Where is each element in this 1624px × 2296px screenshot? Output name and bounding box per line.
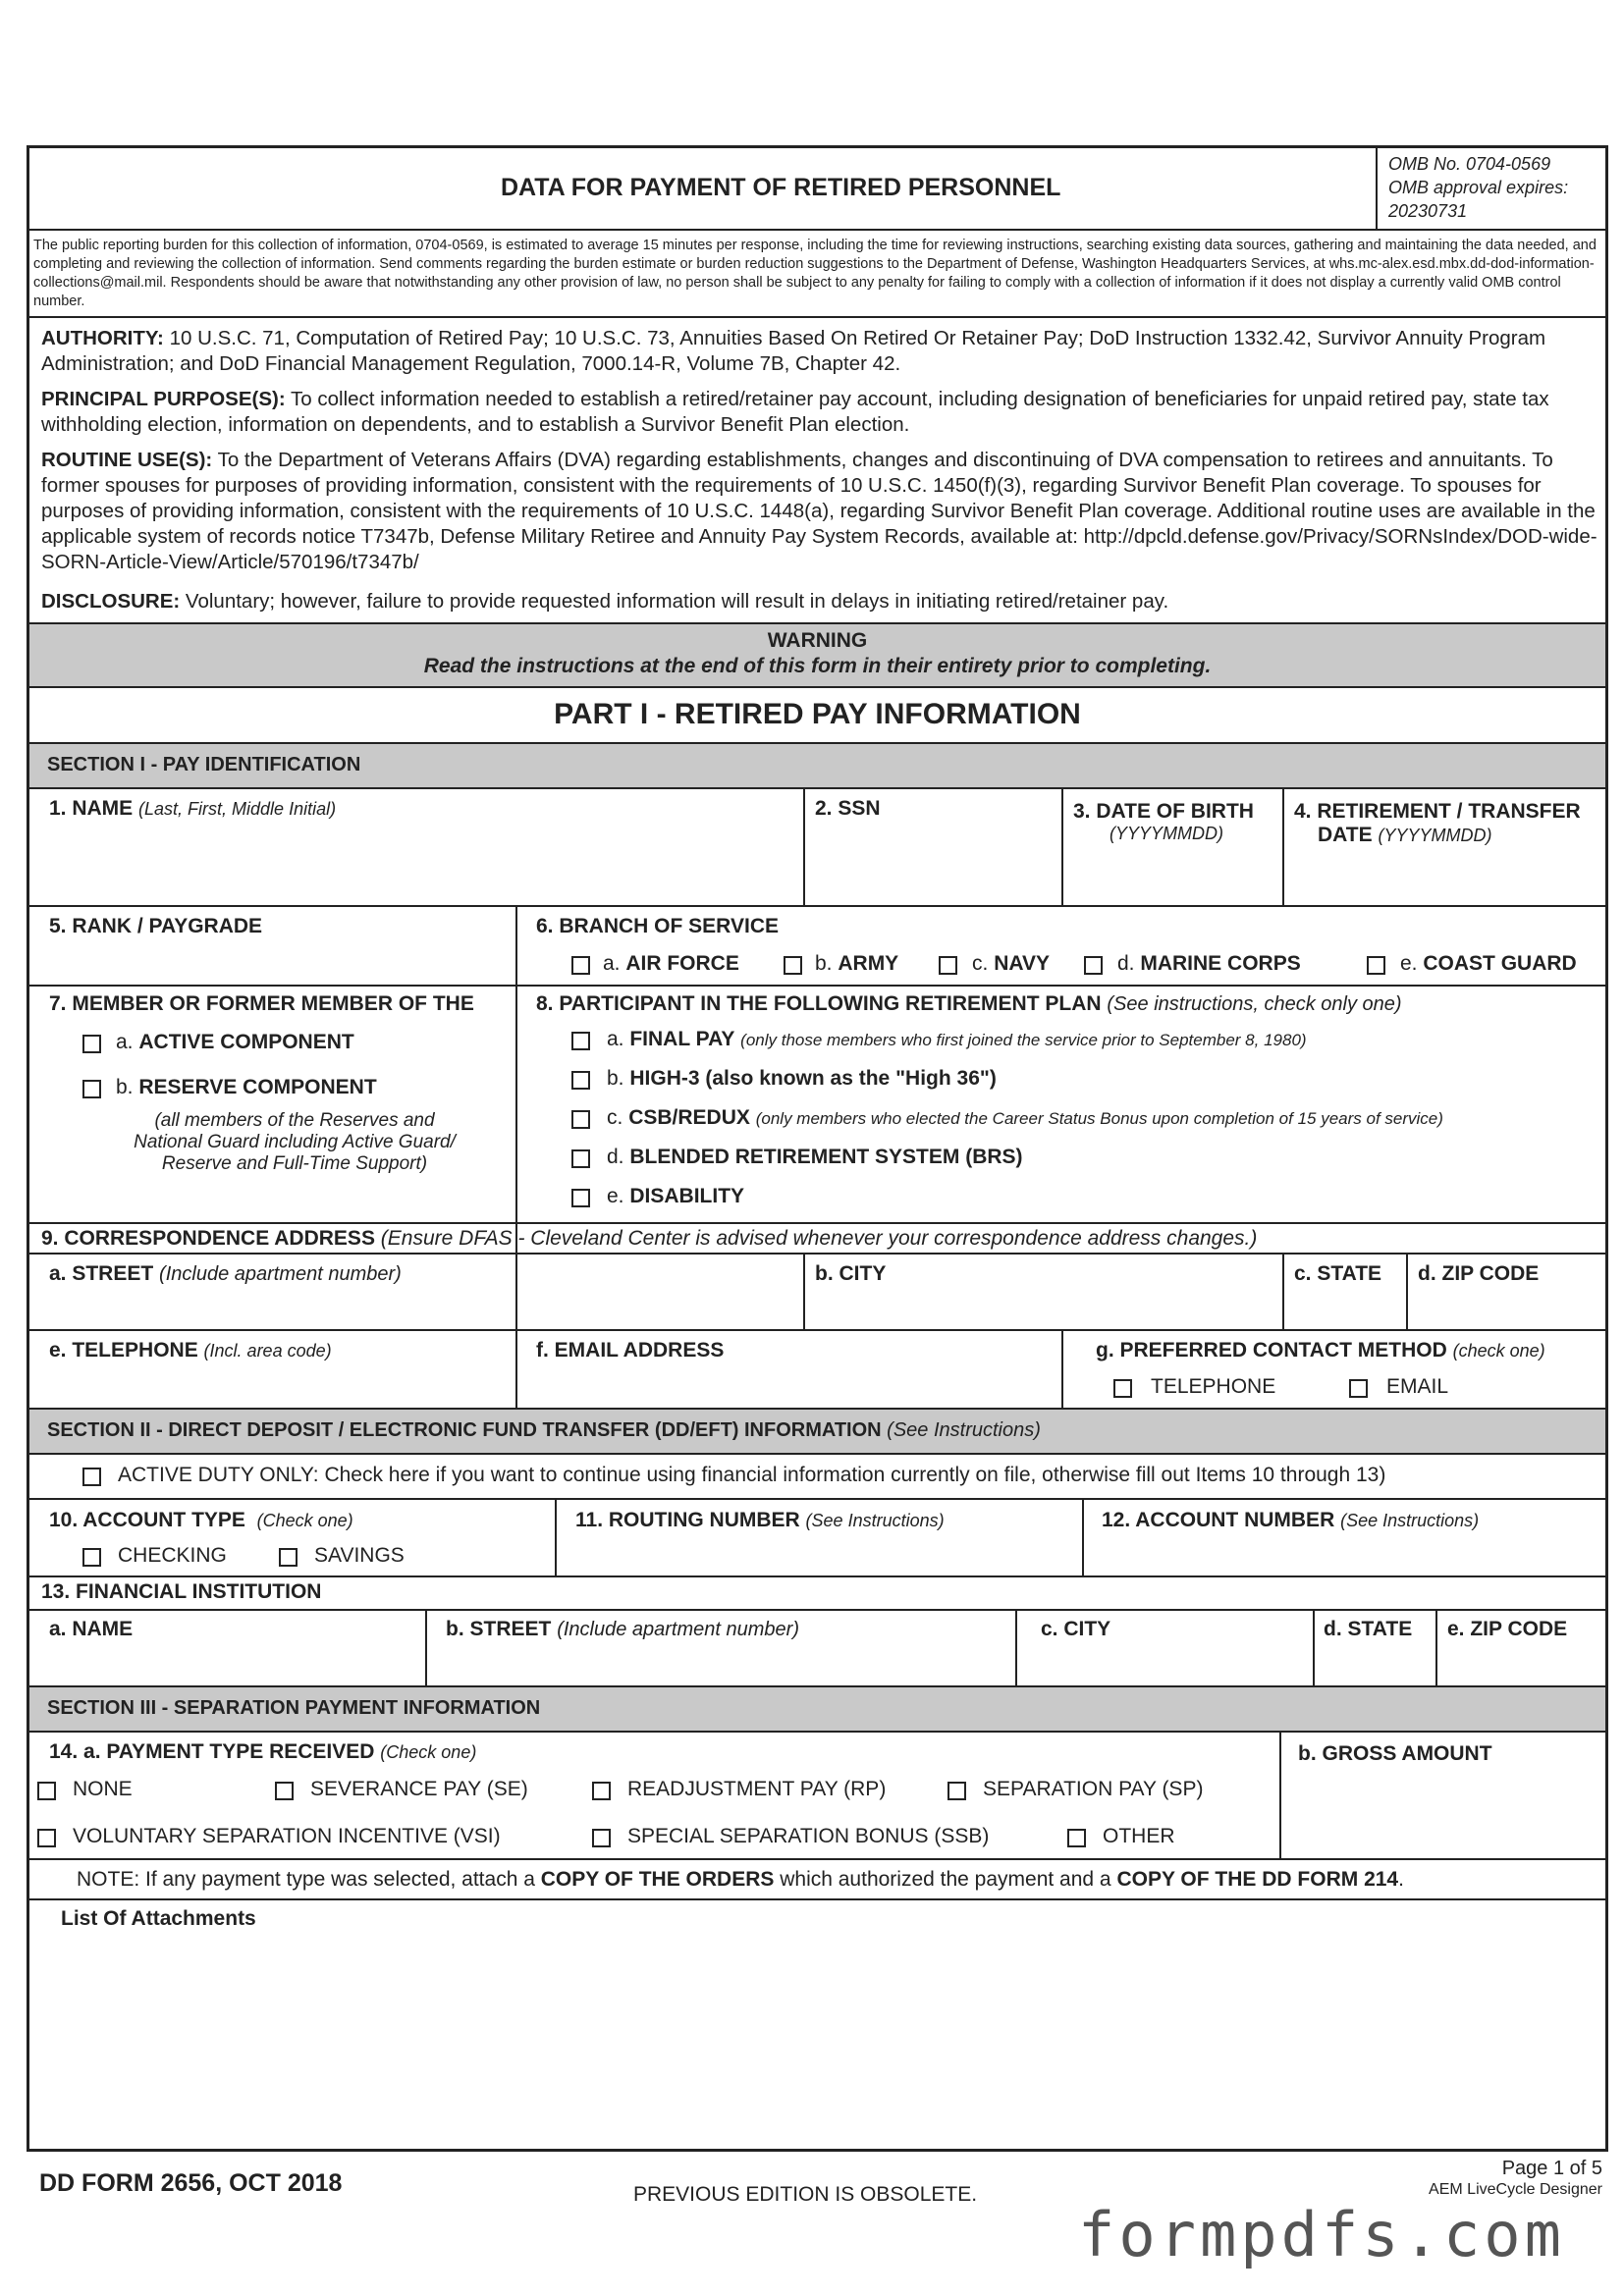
ssn-label: 2. SSN [815,797,881,820]
part1-title: PART I - RETIRED PAY INFORMATION [554,698,1081,730]
warning-title: WARNING [767,629,868,652]
plan-disability-label: e. DISABILITY [607,1185,745,1207]
retirement-date-label: 4. RETIREMENT / TRANSFER DATE (YYYYMMDD) [1294,800,1581,846]
branch-coast-guard-label: e. COAST GUARD [1400,952,1577,975]
member-label: 7. MEMBER OR FORMER MEMBER OF THE [49,992,474,1015]
gross-amount-label: b. GROSS AMOUNT [1298,1742,1492,1765]
plan-csb-redux-checkbox[interactable] [571,1110,590,1129]
branch-navy-checkbox[interactable] [939,956,957,975]
branch-label: 6. BRANCH OF SERVICE [536,915,779,937]
plan-final-pay-label: a. FINAL PAY (only those members who first joined the service prior to September 8, 1980) [607,1028,1307,1050]
pay-none-label: NONE [73,1778,133,1800]
branch-army-checkbox[interactable] [784,956,802,975]
designer-credit: AEM LiveCycle Designer [1429,2181,1602,2198]
pay-none-checkbox[interactable] [37,1782,56,1800]
city-label: b. CITY [815,1262,887,1285]
payment-type-label: 14. a. PAYMENT TYPE RECEIVED (Check one) [49,1740,477,1763]
street-label: a. STREET (Include apartment number) [49,1262,402,1285]
active-duty-text: ACTIVE DUTY ONLY: Check here if you want to continue using financial information currently on file, otherwise fill out Items 10 through 13) [118,1464,1386,1486]
purpose-paragraph: PRINCIPAL PURPOSE(S): To collect information needed to establish a retired/retainer pay account, including designation of beneficiaries for unpaid retired pay, state tax withholding election, information on dependents, and to establish a Survivor Benefit Plan election. [41,388,1549,436]
obsolete-notice: PREVIOUS EDITION IS OBSOLETE. [633,2183,978,2206]
name-label: 1. NAME (Last, First, Middle Initial) [49,797,337,820]
account-type-label: 10. ACCOUNT TYPE (Check one) [49,1509,353,1531]
plan-disability-checkbox[interactable] [571,1189,590,1207]
zip-label: d. ZIP CODE [1418,1262,1540,1285]
contact-telephone-checkbox[interactable] [1113,1379,1132,1398]
branch-marine-corps-checkbox[interactable] [1084,956,1103,975]
contact-method-label: g. PREFERRED CONTACT METHOD (check one) [1096,1339,1545,1362]
checking-label: CHECKING [118,1544,227,1567]
account-number-label: 12. ACCOUNT NUMBER (See Instructions) [1102,1509,1480,1531]
pay-readjustment-checkbox[interactable] [592,1782,611,1800]
financial-institution-label: 13. FINANCIAL INSTITUTION [41,1580,322,1603]
branch-coast-guard-checkbox[interactable] [1367,956,1385,975]
plan-final-pay-checkbox[interactable] [571,1032,590,1050]
savings-checkbox[interactable] [279,1548,298,1567]
fin-city-label: c. CITY [1041,1618,1111,1640]
pay-readjustment-label: READJUSTMENT PAY (RP) [627,1778,887,1800]
pay-other-checkbox[interactable] [1067,1829,1086,1847]
email-label: f. EMAIL ADDRESS [536,1339,725,1362]
routine-use-paragraph: ROUTINE USE(S): To the Department of Veterans Affairs (DVA) regarding establishments, changes and discontinuing of DVA compensation to retirees and annuitants. To former spouses for purposes of providing information, consistent with the requirements of 10 U.S.C. 1450(f)(3), regarding Survivor Benefit Plan coverage. To spouses for purposes of providing information, consistent with the requirements of 10 U.S.C. 1448(a), regarding Survivor Benefit Plan coverage. Additional routine uses are available in the applicable system of records notice T7347b, Defense Military Retiree and Annuity Pay System Records, available at: http://dpcld.defense.gov/Privacy/SORNsIndex/DOD-wide-SORN-Article-View/Article/570196/t7347b/ [41,449,1597,573]
pay-separation-checkbox[interactable] [947,1782,966,1800]
active-duty-checkbox[interactable] [82,1468,101,1486]
reserve-note: (all members of the Reserves and National Guard including Active Guard/ Reserve and Full-Time Support) [134,1110,456,1174]
pay-severance-checkbox[interactable] [275,1782,294,1800]
pay-ssb-checkbox[interactable] [592,1829,611,1847]
address-label: 9. CORRESPONDENCE ADDRESS (Ensure DFAS - Cleveland Center is advised whenever your correspondence address changes.) [41,1227,1258,1250]
dd-form-2656 [27,145,1608,2152]
telephone-label: e. TELEPHONE (Incl. area code) [49,1339,332,1362]
fin-zip-label: e. ZIP CODE [1447,1618,1568,1640]
watermark: formpdfs.com [1078,2199,1565,2270]
checking-checkbox[interactable] [82,1548,101,1567]
pay-ssb-label: SPECIAL SEPARATION BONUS (SSB) [627,1825,990,1847]
branch-navy-label: c. NAVY [972,952,1050,975]
plan-brs-checkbox[interactable] [571,1149,590,1168]
dob-hint: (YYYYMMDD) [1110,824,1223,843]
contact-email-checkbox[interactable] [1349,1379,1368,1398]
section3-title: SECTION III - SEPARATION PAYMENT INFORMATION [47,1697,541,1719]
warning-band [29,624,1605,686]
fin-street-label: b. STREET (Include apartment number) [446,1618,799,1640]
routing-number-label: 11. ROUTING NUMBER (See Instructions) [575,1509,945,1531]
contact-telephone-label: TELEPHONE [1151,1375,1276,1398]
reserve-component-checkbox[interactable] [82,1080,101,1098]
pay-separation-label: SEPARATION PAY (SP) [983,1778,1204,1800]
pay-other-label: OTHER [1103,1825,1175,1847]
attachments-label: List Of Attachments [61,1907,256,1930]
authority-paragraph: AUTHORITY: 10 U.S.C. 71, Computation of Retired Pay; 10 U.S.C. 73, Annuities Based On Retired Or Retainer Pay; DoD Instruction 1332.42, Survivor Annuity Program Administration; and DoD Financial Management Regulation, 7000.14-R, Volume 7B, Chapter 42. [41,327,1546,375]
active-component-label: a. ACTIVE COMPONENT [116,1031,354,1053]
dob-label: 3. DATE OF BIRTH [1073,800,1254,823]
fin-name-label: a. NAME [49,1618,134,1640]
pay-vsi-label: VOLUNTARY SEPARATION INCENTIVE (VSI) [73,1825,501,1847]
warning-text: Read the instructions at the end of this form in their entirety prior to completing. [423,655,1212,677]
section2-title: SECTION II - DIRECT DEPOSIT / ELECTRONIC FUND TRANSFER (DD/EFT) INFORMATION (See Instructions) [47,1419,1041,1441]
active-component-checkbox[interactable] [82,1035,101,1053]
section1-title: SECTION I - PAY IDENTIFICATION [47,754,361,775]
pay-severance-label: SEVERANCE PAY (SE) [310,1778,528,1800]
attachments-field[interactable] [49,1937,1586,2143]
plan-high3-label: b. HIGH-3 (also known as the "High 36") [607,1067,997,1090]
page-number: Page 1 of 5 [1501,2158,1602,2179]
branch-army-label: b. ARMY [815,952,899,975]
plan-brs-label: d. BLENDED RETIREMENT SYSTEM (BRS) [607,1146,1023,1168]
fin-state-label: d. STATE [1324,1618,1413,1640]
plan-high3-checkbox[interactable] [571,1071,590,1090]
retirement-plan-label: 8. PARTICIPANT IN THE FOLLOWING RETIREMENT PLAN (See instructions, check only one) [536,992,1402,1015]
attachment-note: NOTE: If any payment type was selected, attach a COPY OF THE ORDERS which authorized the payment and a COPY OF THE DD FORM 214. [77,1868,1404,1891]
savings-label: SAVINGS [314,1544,405,1567]
form-title: DATA FOR PAYMENT OF RETIRED PERSONNEL [501,174,1061,201]
branch-air-force-label: a. AIR FORCE [603,952,739,975]
pay-vsi-checkbox[interactable] [37,1829,56,1847]
contact-email-label: EMAIL [1386,1375,1449,1398]
rank-label: 5. RANK / PAYGRADE [49,915,263,937]
branch-air-force-checkbox[interactable] [571,956,590,975]
omb-info: OMB No. 0704-0569 OMB approval expires: 20230731 [1388,154,1569,221]
disclosure-paragraph: DISCLOSURE: Voluntary; however, failure to provide requested information will result in delays in initiating retired/retainer pay. [41,590,1169,613]
plan-csb-redux-label: c. CSB/REDUX (only members who elected the Career Status Bonus upon completion of 15 years of service) [607,1106,1443,1129]
branch-marine-corps-label: d. MARINE CORPS [1117,952,1301,975]
state-label: c. STATE [1294,1262,1382,1285]
burden-statement: The public reporting burden for this collection of information, 0704-0569, is estimated to average 15 minutes per response, including the time for reviewing instructions, searching existing data sources, gathering and maintaining the data needed, and completing and reviewing the collection of information. Send comments regarding the burden estimate or burden reduction suggestions to the Department of Defense, Washington Headquarters Services, at whs.mc-alex.esd.mbx.dd-dod-information-collections@mail.mil. Respondents should be aware that notwithstanding any other provision of law, no person shall be subject to any penalty for failing to comply with a collection of information if it does not display a currently valid OMB control number. [33,238,1597,309]
form-identifier: DD FORM 2656, OCT 2018 [39,2169,343,2197]
reserve-component-label: b. RESERVE COMPONENT [116,1076,377,1098]
